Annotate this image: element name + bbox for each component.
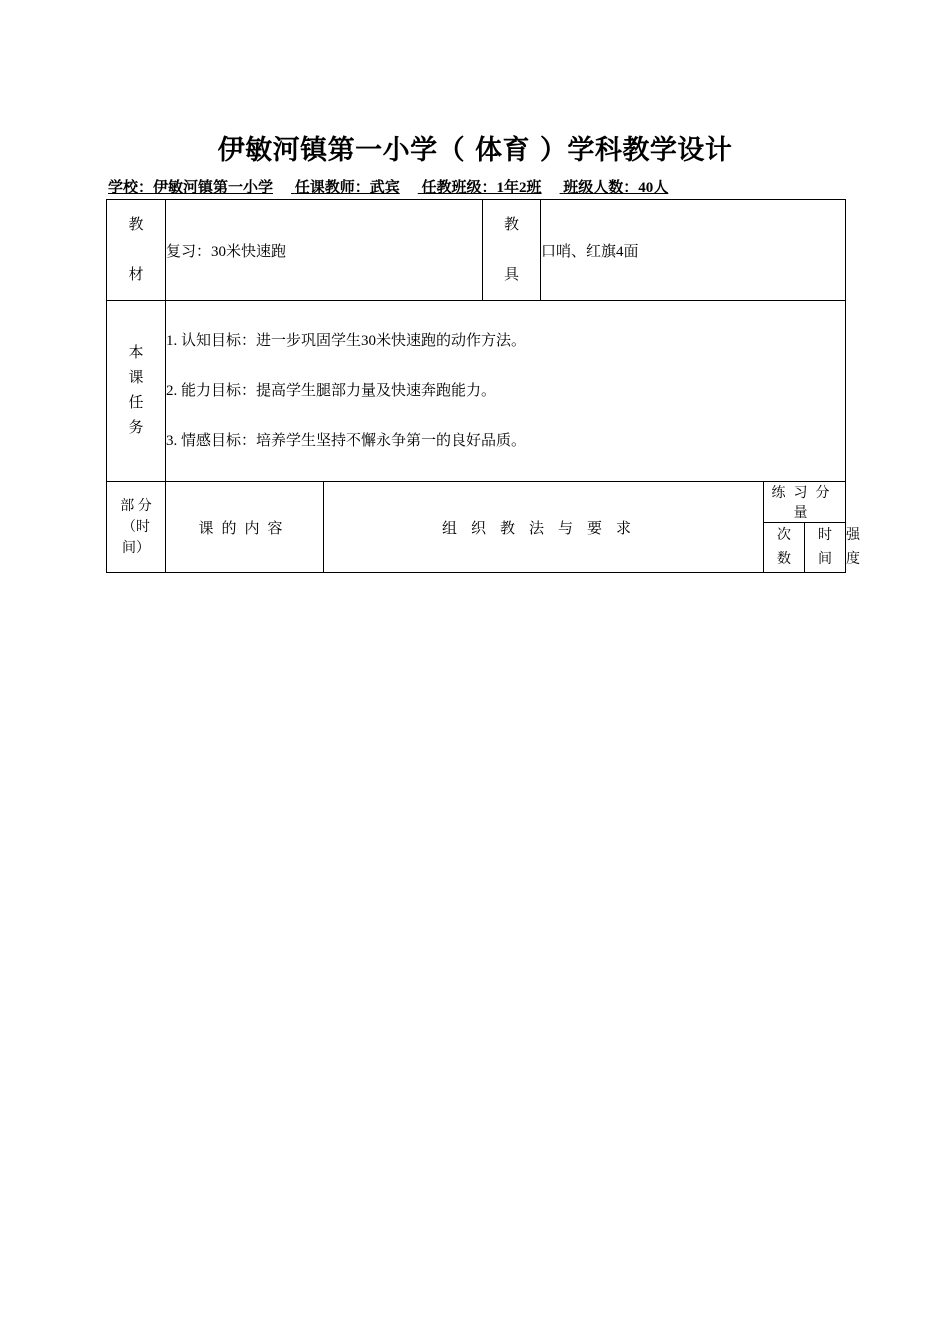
- goal-item: 1. 认知目标：进一步巩固学生30米快速跑的动作方法。: [166, 333, 527, 349]
- goals-list: [166, 301, 846, 482]
- method-header: 组织教法与要求: [324, 482, 764, 573]
- duration-header: 时 间: [805, 523, 846, 573]
- goal-item: 2. 能力目标：提高学生腿部力量及快速奔跑能力。: [166, 383, 497, 399]
- task-label: 本 课 任 务: [107, 301, 166, 482]
- school-info: 学校：伊敏河镇第一小学: [108, 180, 274, 196]
- part-header: 部 分 （时 间）: [107, 482, 166, 573]
- goals-row: [107, 301, 846, 482]
- subheader-row: 次 数 时 间 强 度: [107, 523, 846, 573]
- materials-row: [107, 200, 846, 301]
- count-info: 班级人数：40人: [563, 180, 669, 196]
- header-row: [107, 482, 846, 523]
- goal-item: 3. 情感目标：培养学生坚持不懈永争第一的良好品质。: [166, 433, 527, 449]
- class-info: 任教班级：1年2班: [421, 180, 542, 196]
- tools-content: 口哨、红旗4面: [541, 200, 846, 301]
- tools-label: 教 具: [483, 200, 541, 301]
- materials-content: 复习：30米快速跑: [166, 200, 483, 301]
- materials-label: 教 材: [107, 200, 166, 301]
- practice-header: 练习分量: [764, 482, 846, 523]
- lesson-table: [106, 199, 861, 573]
- document-title: 伊敏河镇第一小学（ 体育 ）学科教学设计: [217, 135, 733, 166]
- content-header: 课的内容: [166, 482, 324, 573]
- times-header: 次 数: [764, 523, 805, 573]
- teacher-info: 任课教师：武宾: [294, 180, 400, 196]
- info-line: [108, 176, 668, 197]
